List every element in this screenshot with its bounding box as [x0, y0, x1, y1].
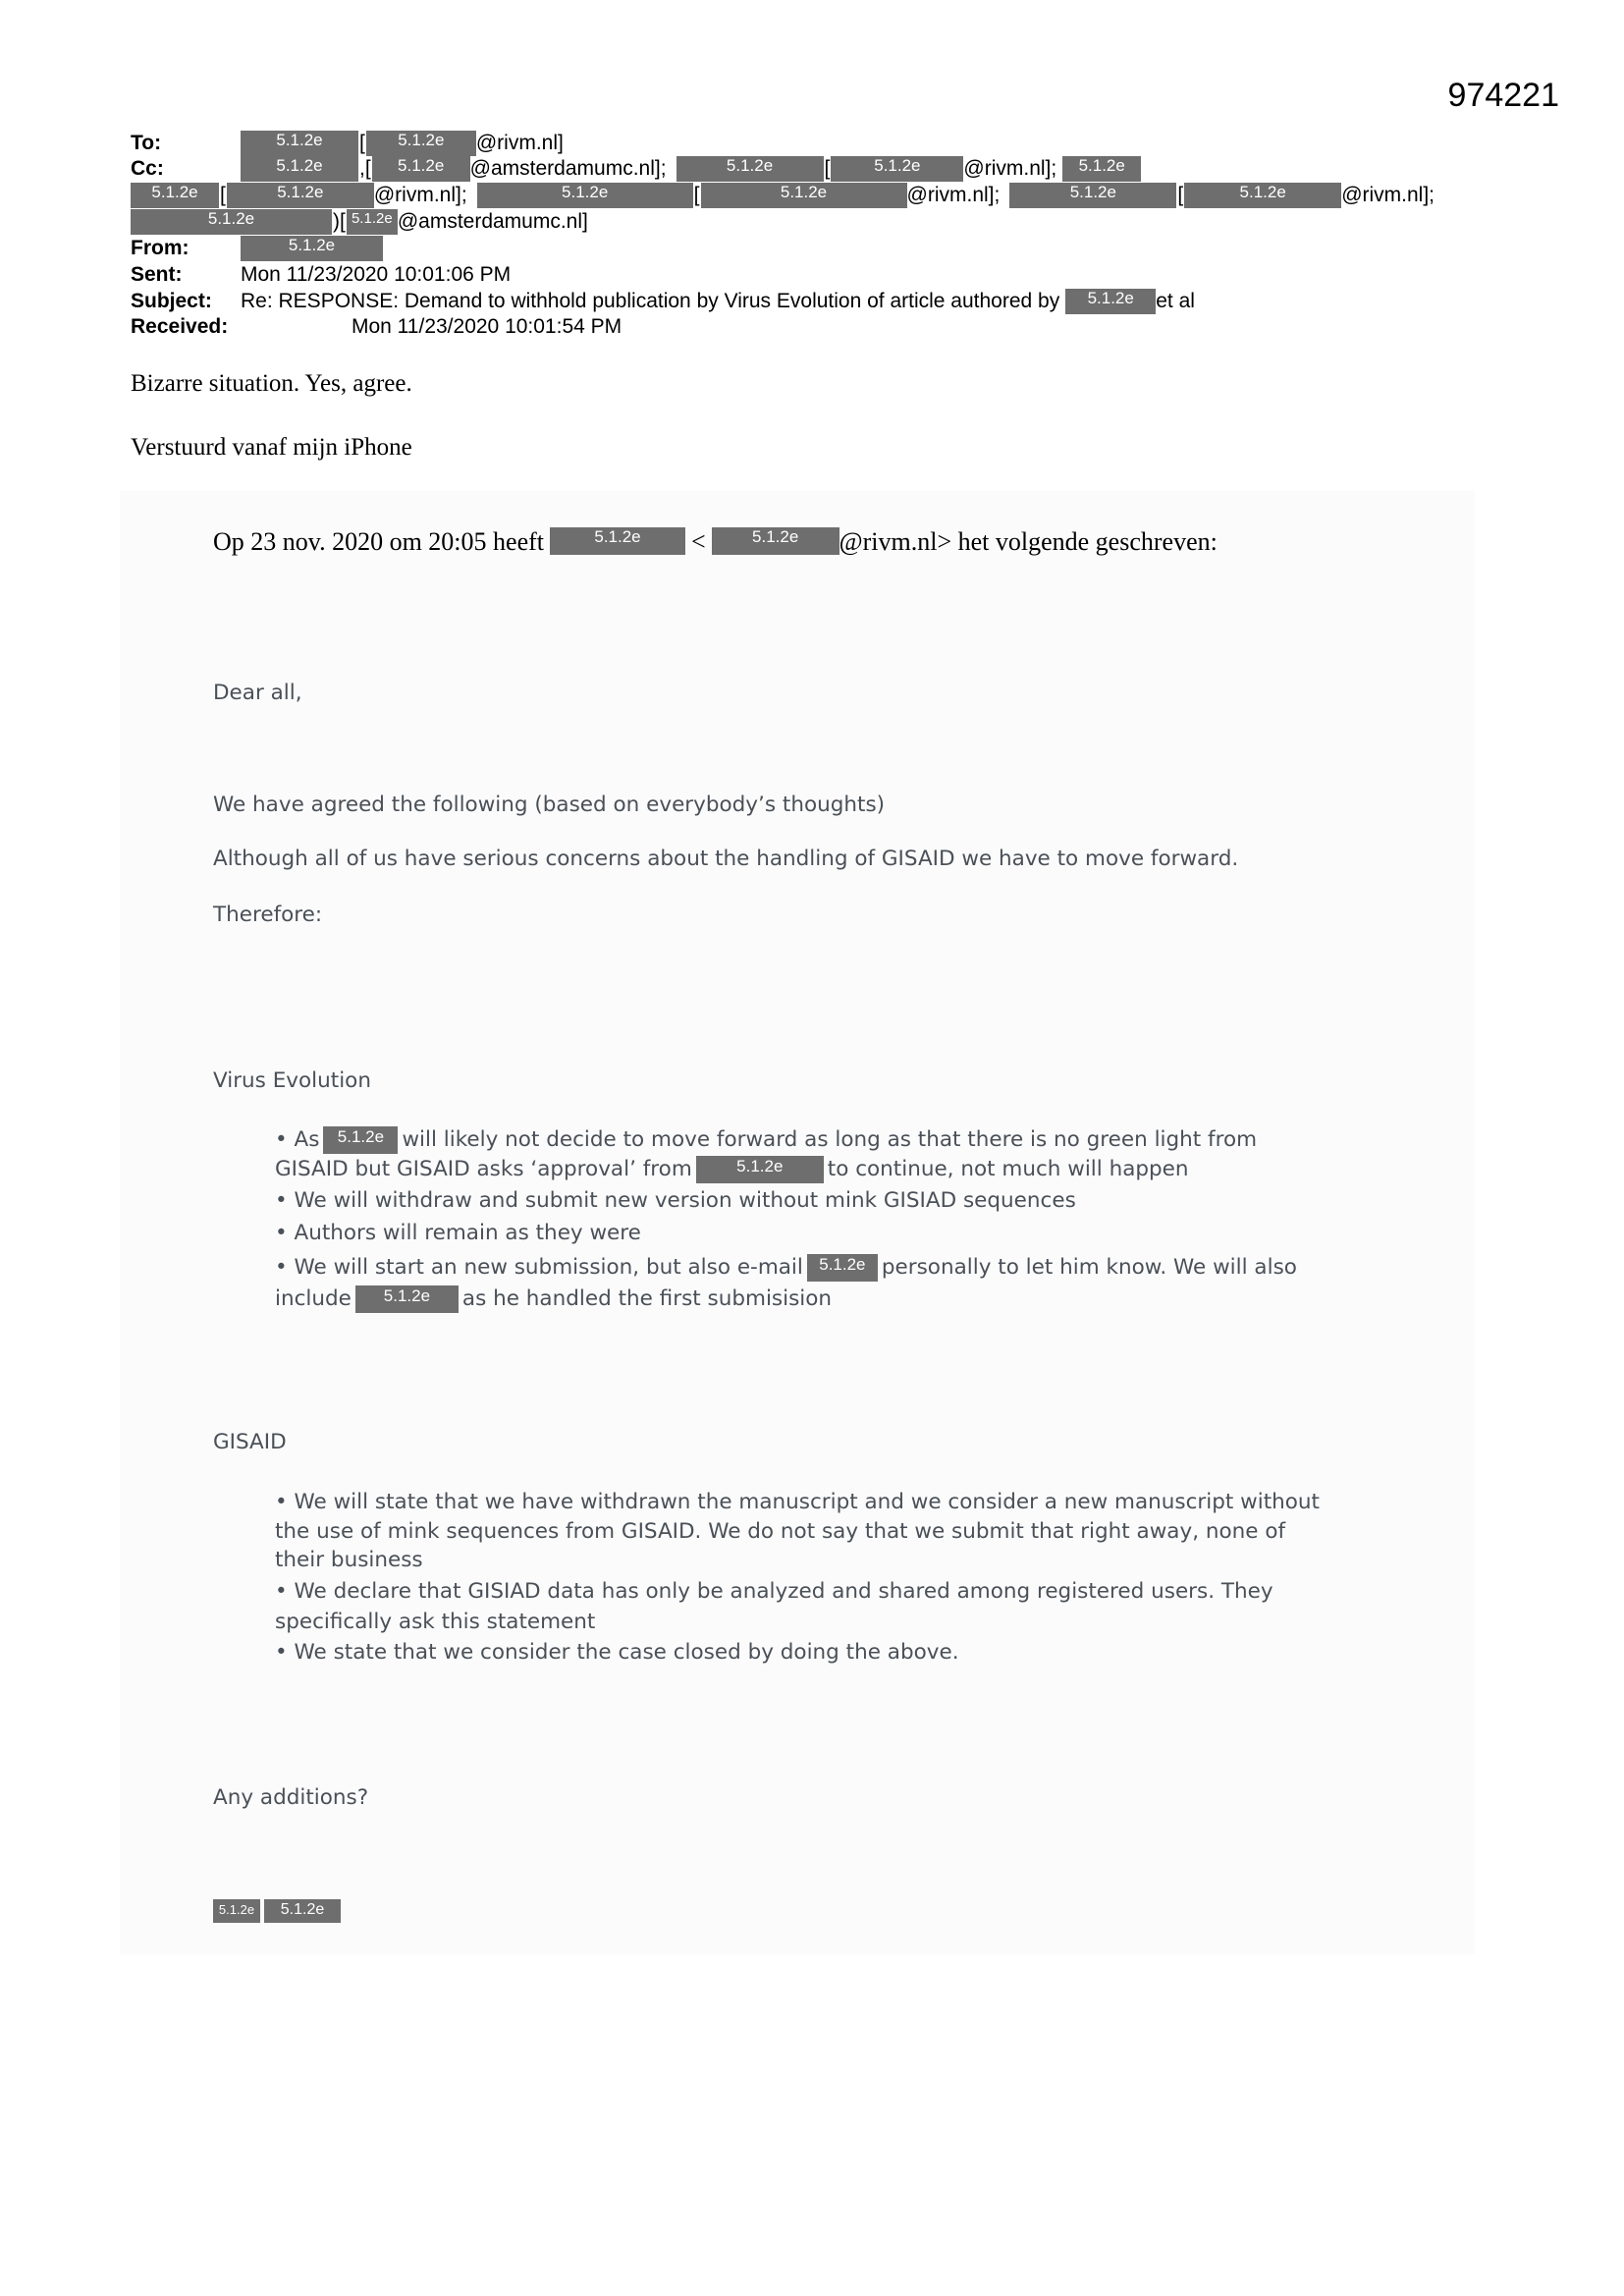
- list-item: • We state that we consider the case closed by doing the above.: [275, 1640, 959, 1665]
- cc-domain: @amsterdamumc.nl]: [397, 210, 588, 233]
- cc-domain: @rivm.nl];: [906, 184, 1001, 206]
- reply-line-1: Bizarre situation. Yes, agree.: [131, 370, 412, 397]
- redaction: 5.1.2e: [264, 1899, 341, 1923]
- quoted-intro: Op 23 nov. 2020 om 20:05 heeft 5.1.2e < 5.1.2e @rivm.nl> het volgende geschreven:: [213, 527, 1218, 556]
- redaction: 5.1.2e: [241, 236, 383, 261]
- paragraph: We have agreed the following (based on everybody’s thoughts): [213, 793, 886, 817]
- redaction: 5.1.2e: [213, 1899, 260, 1923]
- list-item: • We will start an new submission, but also e-mail 5.1.2e personally to let him know. We will also: [275, 1255, 1297, 1280]
- redaction: 5.1.2e: [241, 156, 358, 182]
- quoted-intro-prefix: Op 23 nov. 2020 om 20:05 heeft: [213, 527, 544, 556]
- redaction: 5.1.2e: [347, 209, 398, 235]
- cc-line-2: 5.1.2e [ 5.1.2e @rivm.nl]; 5.1.2e [ 5.1.2e @rivm.nl]; 5.1.2e [ 5.1.2e @rivm.nl];: [131, 183, 1435, 208]
- redaction: 5.1.2e: [227, 183, 374, 208]
- list-item: • We will withdraw and submit new version without mink GISIAD sequences: [275, 1188, 1076, 1213]
- redaction: 5.1.2e: [1184, 183, 1341, 208]
- to-line: To: 5.1.2e [ 5.1.2e @rivm.nl]: [131, 131, 564, 154]
- greeting: Dear all,: [213, 681, 302, 705]
- redaction: 5.1.2e: [1062, 156, 1141, 182]
- redaction: 5.1.2e: [131, 209, 332, 235]
- list-item-continued: specifically ask this statement: [275, 1610, 596, 1634]
- cc-line-3: 5.1.2e )[ 5.1.2e @amsterdamumc.nl]: [131, 209, 588, 235]
- redaction: 5.1.2e: [477, 183, 693, 208]
- received-line: [131, 314, 622, 340]
- cc-line: Cc: 5.1.2e ,[ 5.1.2e @amsterdamumc.nl]; 5.1.2e [ 5.1.2e @rivm.nl]; 5.1.2e: [131, 156, 1141, 182]
- received-value: Mon 11/23/2020 10:01:54 PM: [352, 315, 623, 338]
- redaction: 5.1.2e: [712, 527, 839, 555]
- subject-label: Subject:: [131, 290, 212, 312]
- redaction: 5.1.2e: [131, 183, 219, 208]
- redaction: 5.1.2e: [1065, 289, 1156, 314]
- redaction: 5.1.2e: [323, 1126, 398, 1154]
- sent-value: Mon 11/23/2020 10:01:06 PM: [241, 263, 512, 286]
- list-item: • We will state that we have withdrawn the manuscript and we consider a new manuscript without: [275, 1490, 1320, 1514]
- paragraph: Therefore:: [213, 902, 323, 927]
- list-item: • Authors will remain as they were: [275, 1221, 641, 1245]
- cc-label: Cc:: [131, 157, 164, 180]
- redaction: 5.1.2e: [241, 131, 358, 156]
- cc-domain: @amsterdamumc.nl];: [469, 157, 667, 180]
- redaction: 5.1.2e: [366, 131, 476, 156]
- redaction: 5.1.2e: [807, 1254, 878, 1282]
- to-label: To:: [131, 132, 162, 154]
- closing: Any additions?: [213, 1785, 369, 1810]
- list-item-continued: the use of mink sequences from GISAID. We do not say that we submit that right away, none of: [275, 1519, 1286, 1544]
- reply-line-2: Verstuurd vanaf mijn iPhone: [131, 434, 412, 461]
- sent-label: Sent:: [131, 263, 183, 286]
- redaction: 5.1.2e: [372, 156, 470, 182]
- sent-line: [131, 262, 511, 288]
- redaction: 5.1.2e: [677, 156, 824, 182]
- redaction: 5.1.2e: [696, 1156, 824, 1183]
- redaction: 5.1.2e: [701, 183, 907, 208]
- received-label: Received:: [131, 315, 229, 338]
- redaction: 5.1.2e: [355, 1285, 459, 1313]
- subject-line: [131, 289, 1195, 314]
- from-label: From:: [131, 237, 189, 259]
- cc-domain: @rivm.nl];: [1341, 184, 1435, 206]
- quoted-intro-suffix: @rivm.nl> het volgende geschreven:: [839, 527, 1218, 556]
- redaction: 5.1.2e: [831, 156, 963, 182]
- document-number: 974221: [1447, 77, 1559, 114]
- section-title-gisaid: GISAID: [213, 1430, 287, 1454]
- subject-value: Re: RESPONSE: Demand to withhold publication by Virus Evolution of article authored by: [241, 290, 1060, 312]
- paragraph: Although all of us have serious concerns about the handling of GISAID we have to move forward.: [213, 847, 1239, 871]
- to-domain: @rivm.nl]: [475, 132, 564, 154]
- redaction: 5.1.2e: [550, 527, 685, 555]
- section-title-virus-evolution: Virus Evolution: [213, 1068, 371, 1093]
- redaction: 5.1.2e: [1009, 183, 1176, 208]
- list-item-continued: their business: [275, 1548, 423, 1572]
- signature: [213, 1899, 341, 1923]
- list-item: • As 5.1.2e will likely not decide to move forward as long as that there is no green light from: [275, 1127, 1258, 1152]
- from-line: [131, 236, 383, 261]
- subject-suffix: et al: [1156, 290, 1195, 312]
- list-item-continued: include 5.1.2e as he handled the first submisision: [275, 1286, 833, 1311]
- list-item-continued: GISAID but GISAID asks ‘approval’ from 5.1.2e to continue, not much will happen: [275, 1157, 1189, 1181]
- cc-domain: @rivm.nl];: [373, 184, 467, 206]
- list-item: • We declare that GISIAD data has only be analyzed and shared among registered users. They: [275, 1579, 1273, 1604]
- cc-domain: @rivm.nl];: [963, 157, 1057, 180]
